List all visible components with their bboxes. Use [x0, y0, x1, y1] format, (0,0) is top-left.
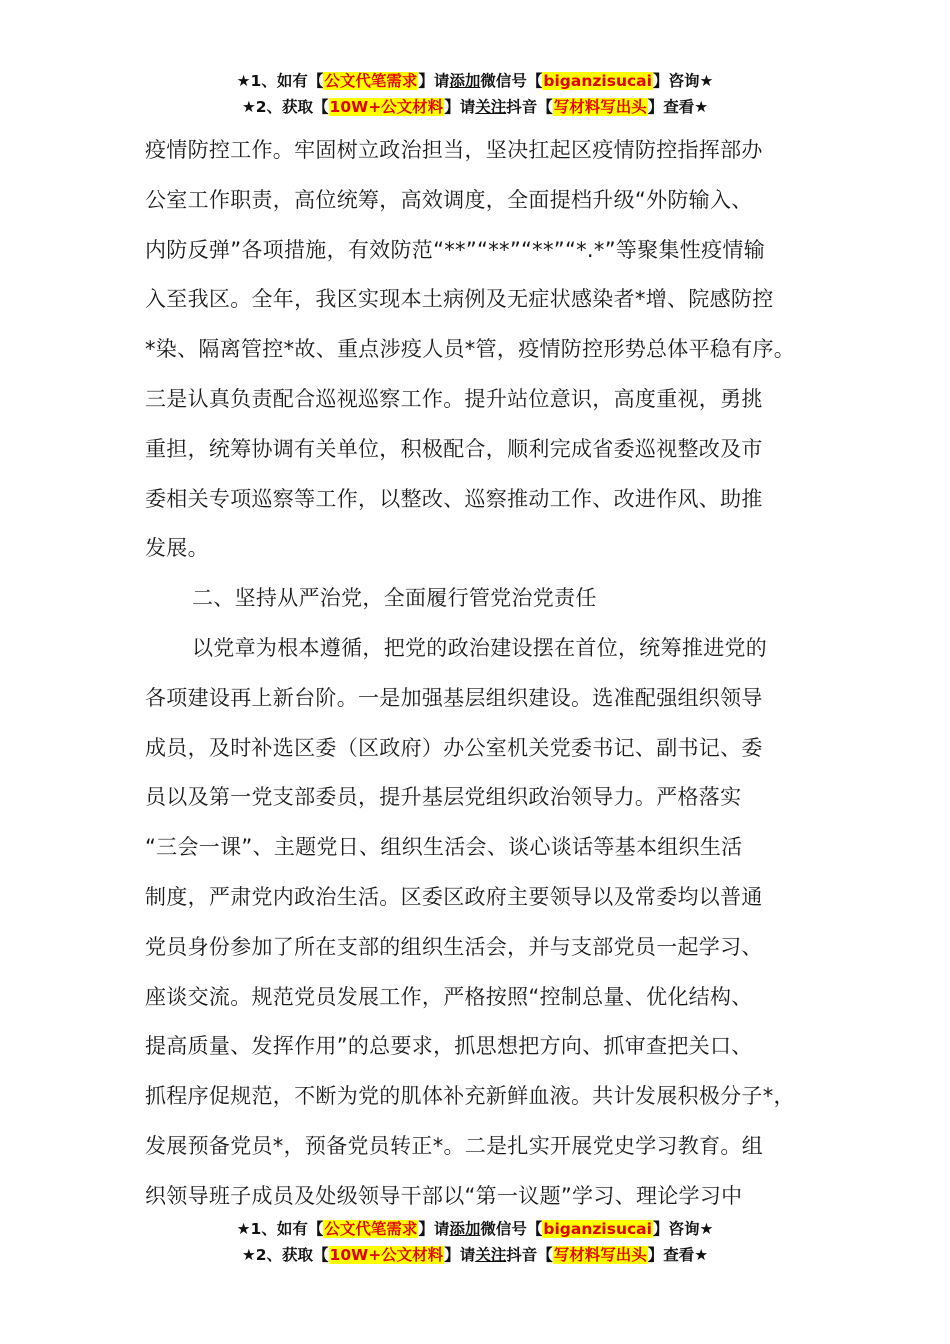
document-body: [145, 126, 815, 1222]
banner-highlight: 公文代笔需求: [324, 72, 418, 90]
banner-text: ★1、如有【: [236, 72, 324, 90]
body-line: 入至我区。全年，我区实现本土病例及无症状感染者*增、院感防控: [145, 287, 774, 312]
body-line: 党员身份参加了所在支部的组织生活会，并与支部党员一起学习、: [145, 934, 763, 959]
body-line: “三会一课”、主题党日、组织生活会、谈心谈话等基本组织生活: [145, 835, 743, 860]
banner-underline: 添加: [449, 72, 481, 90]
banner-highlight: 写材料写出头: [553, 98, 647, 116]
banner-highlight: biganzisucai: [543, 72, 652, 90]
banner-text: 】请: [444, 98, 476, 116]
body-line: 三是认真负责配合巡视巡察工作。提升站位意识，高度重视，勇挑: [145, 386, 763, 411]
banner-text: 】查看★: [647, 98, 709, 116]
header-banner: [0, 68, 950, 120]
body-line: 发展。: [145, 536, 209, 561]
banner-line-1: [0, 68, 950, 94]
body-line: 发展预备党员*，预备党员转正*。二是扎实开展党史学习教育。组: [145, 1133, 763, 1158]
body-line: 座谈交流。规范党员发展工作，严格按照“控制总量、优化结构、: [145, 984, 753, 1009]
banner-text: 】请: [418, 72, 450, 90]
banner-text: ★2、获取【: [241, 98, 329, 116]
section-heading: 二、坚持从严治党，全面履行管党治党责任: [192, 586, 597, 611]
body-line: 员以及第一党支部委员，提升基层党组织政治领导力。严格落实: [145, 785, 742, 810]
body-line: 委相关专项巡察等工作，以整改、巡察推动工作、改进作风、助推: [145, 486, 763, 511]
banner-line-2: [0, 1242, 950, 1268]
body-line: 内防反弹”各项措施，有效防范“**”“**”“**”“*.*”等聚集性疫情输: [145, 237, 765, 262]
body-line: 提高质量、发挥作用”的总要求，抓思想把方向、抓审查把关口、: [145, 1034, 753, 1059]
banner-line-2: [0, 94, 950, 120]
banner-line-1: [0, 1216, 950, 1242]
body-line: 疫情防控工作。牢固树立政治担当，坚决扛起区疫情防控指挥部办: [145, 138, 763, 162]
body-line: 制度，严肃党内政治生活。区委区政府主要领导以及常委均以普通: [145, 884, 763, 909]
body-line: 重担，统筹协调有关单位，积极配合，顺利完成省委巡视整改及市: [145, 436, 763, 461]
banner-text: 】查看★: [647, 1246, 709, 1264]
banner-text: 】咨询★: [652, 72, 714, 90]
banner-text: ★1、如有【: [236, 1220, 324, 1238]
banner-underline: 添加: [449, 1220, 481, 1238]
banner-underline: 关注: [475, 98, 507, 116]
footer-banner: [0, 1216, 950, 1268]
banner-text: 】咨询★: [652, 1220, 714, 1238]
banner-text: ★2、获取【: [241, 1246, 329, 1264]
body-line: 各项建设再上新台阶。一是加强基层组织建设。选准配强组织领导: [145, 685, 763, 710]
body-line: 成员，及时补选区委（区政府）办公室机关党委书记、副书记、委: [145, 735, 763, 760]
body-line: 以党章为根本遵循，把党的政治建设摆在首位，统筹推进党的: [192, 635, 768, 660]
banner-text: 抖音【: [506, 98, 553, 116]
banner-text: 抖音【: [506, 1246, 553, 1264]
banner-highlight: 10W+公文材料: [329, 98, 444, 116]
body-line: *染、隔离管控*故、重点涉疫人员*管，疫情防控形势总体平稳有序。: [145, 337, 796, 362]
banner-text: 】请: [418, 1220, 450, 1238]
banner-text: 微信号【: [480, 72, 543, 90]
body-line: 抓程序促规范，不断为党的肌体补充新鲜血液。共计发展积极分子*，: [145, 1084, 795, 1109]
banner-highlight: 写材料写出头: [553, 1246, 647, 1264]
body-line: 织领导班子成员及处级领导干部以“第一议题”学习、理论学习中: [145, 1183, 743, 1208]
body-line: 公室工作职责，高位统筹，高效调度，全面提档升级“外防输入、: [145, 187, 753, 212]
banner-text: 】请: [444, 1246, 476, 1264]
banner-text: 微信号【: [480, 1220, 543, 1238]
banner-underline: 关注: [475, 1246, 507, 1264]
banner-highlight: 10W+公文材料: [329, 1246, 444, 1264]
banner-highlight: biganzisucai: [543, 1220, 652, 1238]
banner-highlight: 公文代笔需求: [324, 1220, 418, 1238]
